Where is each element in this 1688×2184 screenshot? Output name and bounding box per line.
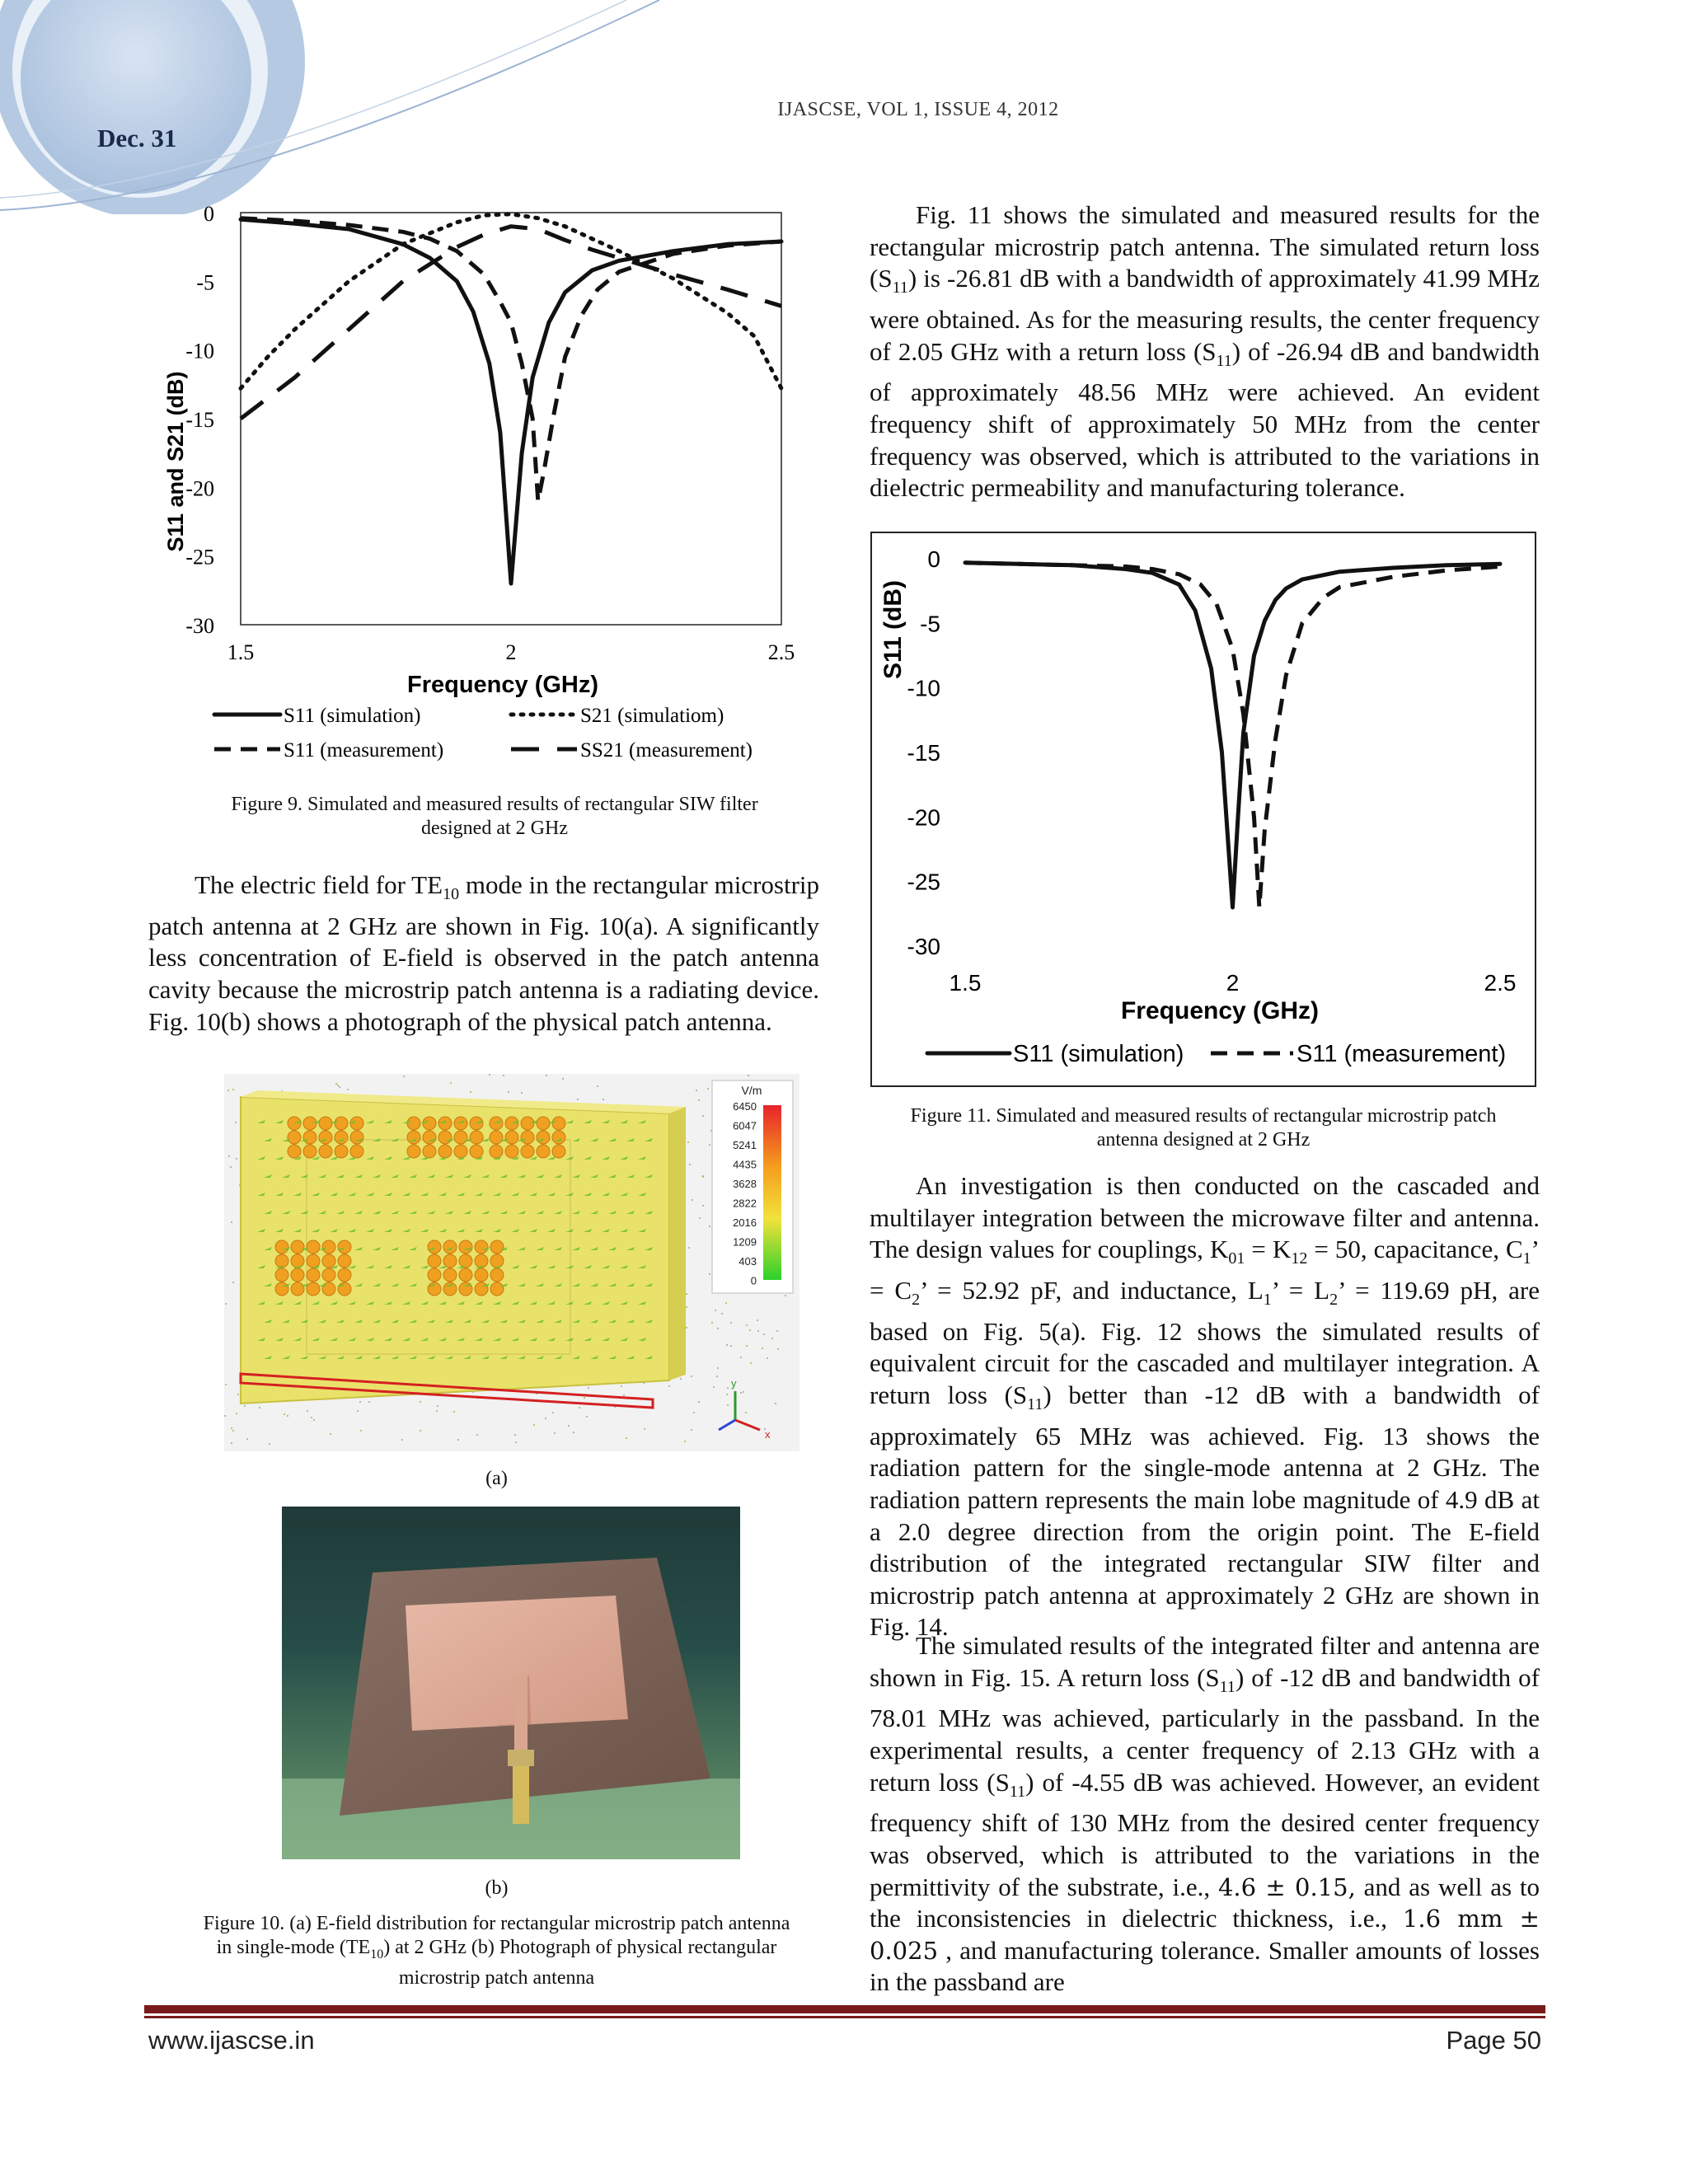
right-p2-d: ’ = C (870, 1235, 1540, 1305)
right-p3-math1: 4.6 ± 0.15, (1217, 1872, 1356, 1901)
right-paragraph-3 (870, 1630, 1540, 1999)
colorbar-value: 3628 (733, 1178, 757, 1190)
colorbar-unit: V/m (741, 1084, 762, 1097)
photo-connector (508, 1750, 534, 1766)
colorbar-value: 6047 (733, 1119, 757, 1132)
left-p1-text-a: The electric field for TE (195, 870, 443, 899)
figure10-caption (148, 1912, 845, 1990)
figure10-caption-line2 (148, 1936, 845, 1966)
axis-x-label: x (765, 1428, 771, 1441)
fig9-x-tick-label: 1.5 (227, 640, 255, 664)
fig9-y-axis-label: S11 and S21 (dB) (163, 371, 188, 552)
figure11-caption (857, 1104, 1550, 1152)
fig11-y-tick-label: -20 (907, 804, 940, 831)
figure11-caption-line1: Figure 11. Simulated and measured results of rectangular microstrip patch (910, 1105, 1497, 1127)
footer-rule-thick (144, 2005, 1545, 2013)
fig9-series-line-3 (241, 218, 781, 501)
left-paragraph-1 (148, 869, 819, 1038)
right-p2-a: An investigation is then conducted on the cascaded and multilayer integration between the microwave filter and antenna. The design values for couplings, K (870, 1171, 1540, 1264)
right-p2-f: ’ = L (1271, 1275, 1330, 1305)
fig9-x-tick-label: 2.5 (767, 640, 795, 664)
fig11-y-tick-label: 0 (927, 546, 940, 572)
fig11-x-tick-label: 2 (1226, 970, 1240, 996)
fig9-y-tick-label: -30 (185, 614, 214, 638)
right-p2-c: = 50, capacitance, C (1307, 1235, 1523, 1264)
fig9-legend (214, 705, 753, 762)
figure10-caption-line2-a: in single-mode (TE (216, 1937, 371, 1958)
figure9-caption-line2: designed at 2 GHz (421, 818, 568, 839)
fig9-y-tick-label: 0 (204, 202, 214, 226)
right-p2-sub6: 2 (1329, 1291, 1339, 1310)
figure9-caption (148, 793, 841, 841)
fig11-legend-label-2: S11 (measurement) (1296, 1041, 1507, 1067)
right-paragraph-1 (870, 199, 1540, 504)
right-p1-a: Fig. 11 shows the simulated and measured results for the rectangular microstrip patch antenna. The simulated return loss (S (870, 200, 1540, 293)
right-p3-sub1: 11 (1219, 1677, 1236, 1696)
colorbar-value: 1209 (733, 1235, 757, 1249)
left-p1-text-rest: microstrip patch antenna at 2 GHz are shown in Fig. 10(a). A significantly less concentration of E-field is observed in the patch antenna cavity because the microstrip patch antenna is a radiating device. Fig. 10(b) shows a photograph of the physical patch antenna. (148, 870, 819, 1036)
figure10-caption-line2-b: ) at 2 GHz (b) Photograph of physical rectangular (383, 1937, 777, 1958)
figure10-caption-line3: microstrip patch antenna (398, 1966, 595, 1989)
fig9-series-line-4 (241, 227, 781, 419)
footer-rule-thin (144, 2016, 1545, 2018)
figure10-caption-line1: Figure 10. (a) E-field distribution for rectangular microstrip patch antenna (203, 1913, 790, 1934)
right-p3-d: and as well as to the inconsistencies in dielectric thickness, i.e., (870, 1872, 1540, 1933)
right-p2-sub1: 01 (1228, 1249, 1245, 1268)
photo-sma-body (513, 1766, 529, 1824)
fig11-x-axis-label: Frequency (GHz) (1120, 997, 1320, 1024)
colorbar-value: 0 (750, 1274, 757, 1287)
footer-website: www.ijascse.in (148, 2026, 315, 2055)
right-p2-g: ’ = 119.69 pH, are based on Fig. 5(a). Fig. 12 shows the simulated results of equivalent circuit for the cascaded and multilayer integration. A return loss (S (870, 1275, 1540, 1409)
right-p3-sub2: 11 (1009, 1782, 1026, 1801)
right-p3-e: , and manufacturing tolerance. Smaller amounts of losses in the passband are (870, 1935, 1540, 1997)
figure10a-efield-image (224, 1074, 799, 1451)
fig11-x-tick-label: 2.5 (1484, 970, 1517, 996)
right-p3-math2: 1.6 mm ± 0.025 (870, 1905, 1540, 1965)
right-p1-c: ) of -26.94 dB and bandwidth of approximately 48.56 MHz were achieved. An evident frequency shift of approximately 50 MHz from the center frequency was observed, which is attributed to the variations in dielectric permeability and manufacturing tolerance. (870, 336, 1540, 503)
colorbar (712, 1080, 793, 1293)
fig9-y-tick-label: -5 (196, 270, 214, 295)
figure10-label-a: (a) (485, 1468, 508, 1489)
fig9-series-line-1 (241, 219, 781, 583)
right-p2-e: ’ = 52.92 pF, and inductance, L (920, 1275, 1264, 1305)
figure11-caption-line2: antenna designed at 2 GHz (1096, 1129, 1311, 1151)
right-p2-sub5: 1 (1263, 1291, 1272, 1310)
fig9-y-tick-label: -25 (185, 545, 214, 569)
fig9-x-axis-label: Frequency (GHz) (406, 672, 599, 698)
figure10-caption-line2-sub: 10 (370, 1947, 384, 1961)
right-p2-sub4: 2 (912, 1291, 921, 1310)
colorbar-value: 4435 (733, 1158, 757, 1171)
right-p2-sub2: 12 (1291, 1249, 1308, 1268)
right-p2-b: = K (1245, 1235, 1292, 1264)
figure10-label-b: (b) (485, 1877, 509, 1899)
fig9-x-tick-label: 2 (505, 640, 517, 664)
axis-y-label: y (731, 1377, 737, 1390)
figure11-chart (870, 531, 1537, 1088)
right-p3-b: ) of -12 dB and bandwidth of 78.01 MHz was achieved, particularly in the passband. In the experimental results, a center frequency of 2.13 GHz with a return loss (S (870, 1662, 1540, 1797)
fig9-y-tick-label: -10 (185, 339, 214, 363)
left-p1-sub: 10 (443, 885, 460, 904)
figure10b-antenna-photo (282, 1507, 740, 1859)
fig11-y-tick-label: -30 (907, 934, 940, 959)
fig11-y-tick-label: -5 (920, 611, 940, 637)
right-p2-h: ) better than -12 dB with a bandwidth of approximately 65 MHz was achieved. Fig. 13 shows the radiation pattern for the single-mode antenna at 2 GHz. The radiation pattern represents the main lobe magnitude of 4.9 dB at a 2.0 degree direction from the origin point. The E-field distribution of the integrated rectangular SIW filter and microstrip patch antenna at approximately 2 GHz are shown in Fig. 14. (870, 1380, 1540, 1642)
fig11-y-tick-label: -15 (907, 740, 940, 766)
right-p1-b: ) is -26.81 dB with a bandwidth of approximately 41.99 MHz were obtained. As for the measuring results, the center frequency of 2.05 GHz with a return loss (S (870, 264, 1540, 366)
fig9-legend-label-1: S11 (simulation) (284, 705, 421, 727)
fig11-legend-label-1: S11 (simulation) (1013, 1041, 1184, 1067)
right-p2-sub7: 11 (1027, 1395, 1043, 1414)
substrate-side-edge (669, 1107, 686, 1380)
fig9-y-tick-label: -15 (185, 408, 214, 432)
journal-header: IJASCSE, VOL 1, ISSUE 4, 2012 (777, 99, 1059, 120)
colorbar-value: 2016 (733, 1216, 757, 1229)
fig11-y-tick-label: -25 (907, 869, 940, 895)
fig9-legend-label-3: S11 (measurement) (284, 739, 444, 762)
right-p1-sub1: 11 (892, 279, 908, 298)
colorbar-value: 6450 (733, 1100, 757, 1113)
figure9-caption-line1: Figure 9. Simulated and measured results of rectangular SIW filter (231, 794, 758, 815)
footer-page-number: Page 50 (1446, 2026, 1541, 2055)
issue-date: Dec. 31 (97, 124, 177, 152)
right-p3-a: The simulated results of the integrated filter and antenna are shown in Fig. 15. A return loss (S (870, 1631, 1540, 1692)
fig9-legend-label-4: SS21 (measurement) (580, 739, 753, 762)
right-p1-sub2: 11 (1216, 351, 1232, 370)
fig9-series-line-2 (241, 214, 781, 389)
photo-feed-line (514, 1675, 528, 1754)
fig11-x-tick-label: 1.5 (949, 970, 982, 996)
colorbar-value: 5241 (733, 1139, 757, 1151)
left-p1-text-b: mode in the rectangular (459, 870, 708, 899)
colorbar-value: 2822 (733, 1197, 757, 1210)
right-p2-sub3: 1 (1522, 1249, 1531, 1268)
colorbar-gradient (763, 1105, 781, 1280)
right-paragraph-2 (870, 1170, 1540, 1643)
fig11-y-tick-label: -10 (907, 675, 940, 701)
right-p3-c: ) of -4.55 dB was achieved. However, an evident frequency shift of 130 MHz from the desired center frequency was observed, which is attributed to the variations in the permittivity of the substrate, i.e., (870, 1767, 1540, 1901)
fig9-y-tick-label: -20 (185, 476, 214, 501)
fig9-legend-label-2: S21 (simulatiom) (580, 705, 724, 727)
fig11-y-axis-label: S11 (dB) (879, 579, 907, 680)
colorbar-value: 403 (738, 1255, 757, 1268)
figure9-chart (148, 190, 841, 783)
